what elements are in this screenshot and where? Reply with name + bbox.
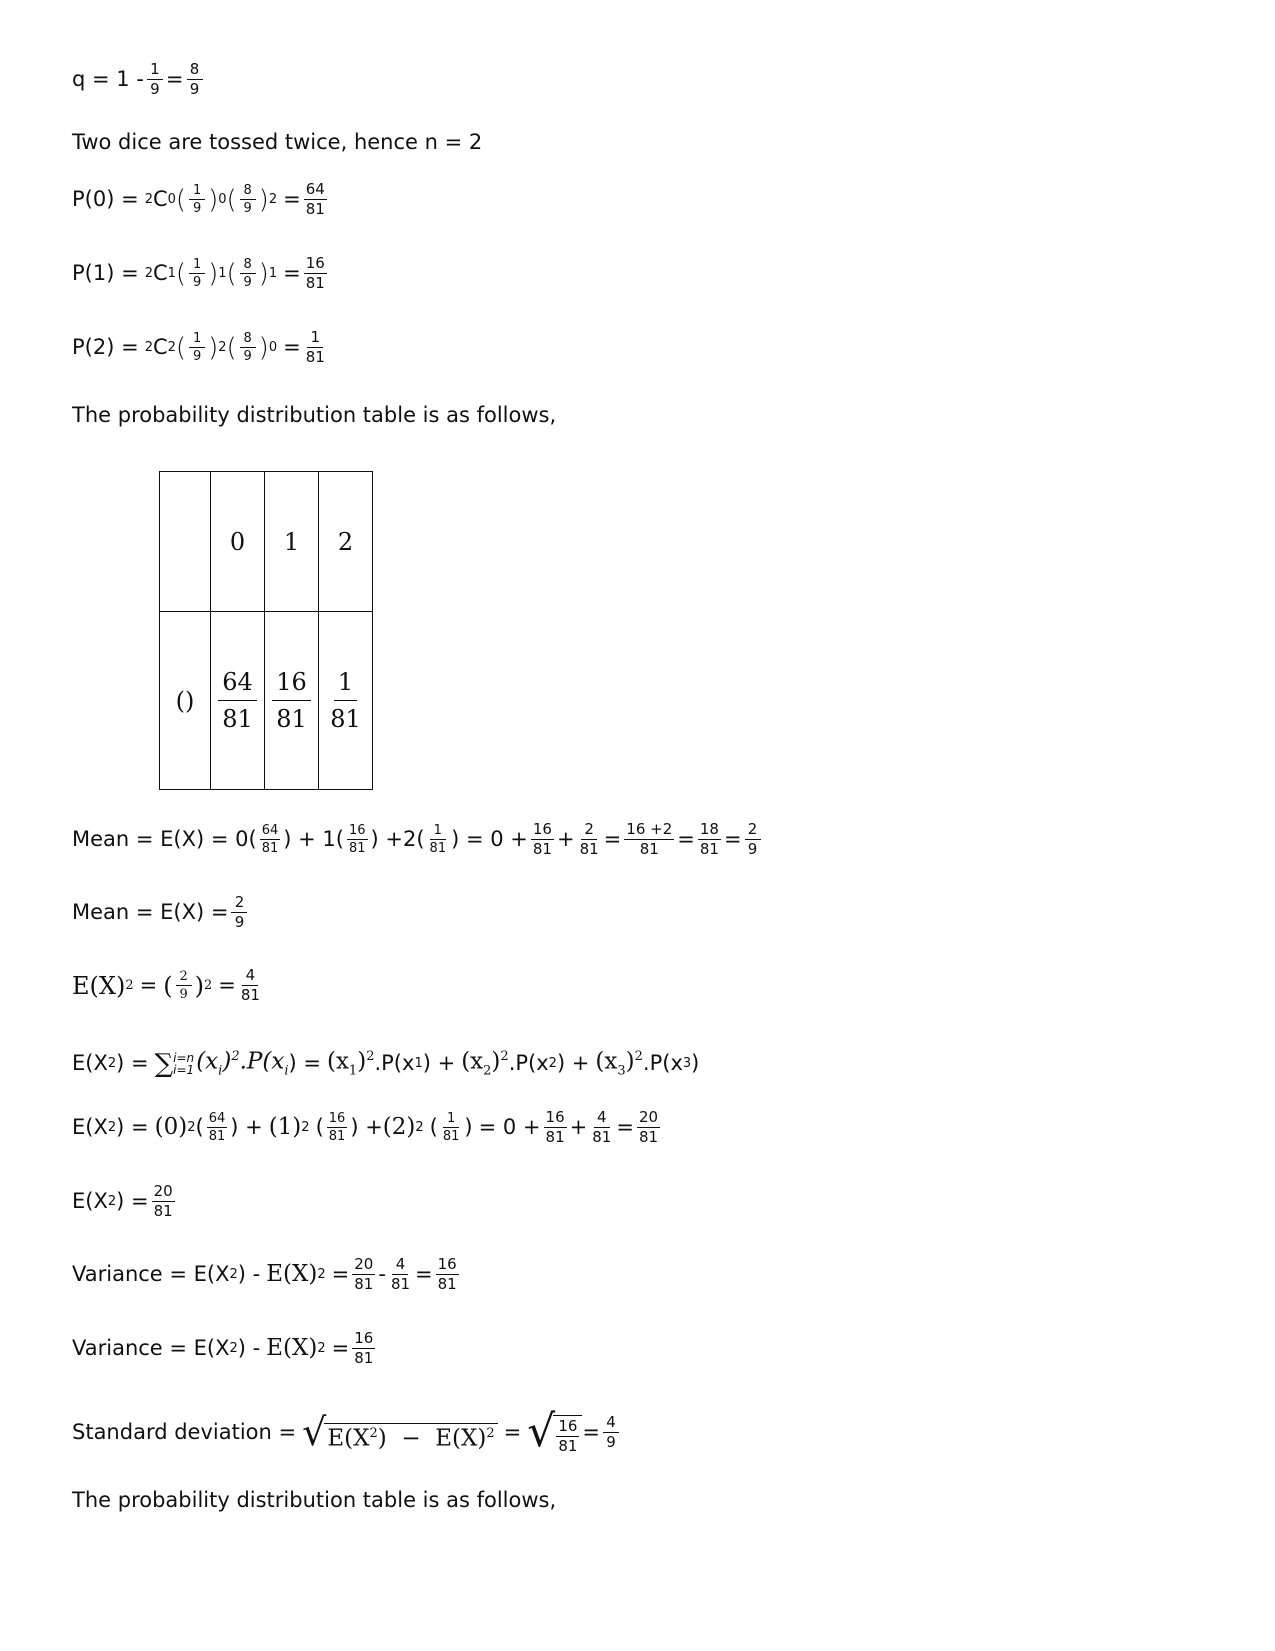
dice-text: Two dice are tossed twice, hence n = 2 [72, 130, 483, 154]
ex2-result: E(X 2 ) = $\frac{20}{81}$ [72, 1182, 173, 1220]
table-cell: () [160, 612, 211, 790]
table-cell: 2 [319, 472, 373, 612]
ex-squared: E(X) 2 = ( $\frac{2}{9}$ ) 2 = $\frac{4}{81}$ [72, 966, 260, 1004]
fraction: $\frac{16}{81}$ [328, 1111, 346, 1144]
fraction: $\frac{2}{9}$ [745, 822, 761, 857]
fraction: $\frac{2}{9}$ [176, 970, 192, 1001]
ex2-calculation: E(X 2 ) = (0) 2 ( $\frac{64}{81}$ ) + (1) 2 ( $\frac{16}{81}$ ) + (2) 2 ( $\frac{1}{81}$ ) = 0 + $\frac{16}{81}$ + $\frac{4}{81}$ = $\frac{20}{81}$ [72, 1108, 659, 1146]
fraction: $\frac{4}{81}$ [390, 1255, 411, 1293]
probability-table [159, 471, 373, 790]
mean-equation: Mean = E(X) = 0( $\frac{64}{81}$ ) + 1( $\frac{16}{81}$ ) +2( $\frac{1}{81}$ ) = 0 + $\frac{16}{81}$ + $\frac{2}{81}$ = $\frac{16 +2}{81}$ = $\frac{18}{81}$ = $\frac{2}{9}$ [72, 822, 764, 857]
p2-equation: P(2) = 2 C 2 ( $\frac{1}{9}$ ) 2 ( $\frac{8}{9}$ ) 0 = $\frac{1}{81}$ [72, 328, 325, 366]
fraction: $\frac{8}{9}$ [240, 184, 256, 215]
fraction: $\frac{20}{81}$ [153, 1182, 173, 1220]
fraction: $\frac{8}{9}$ [240, 258, 256, 289]
sqrt-fraction: √ $\frac{16}{81}$ [527, 1410, 582, 1454]
fraction: $\frac{1}{81}$ [442, 1111, 460, 1144]
fraction: $\frac{64}{81}$ [208, 1111, 226, 1144]
variance-result: Variance = E(X 2 ) - E(X) 2 = $\frac{16}{81}$ [72, 1329, 374, 1367]
fraction: $\frac{64}{81}$ [261, 823, 279, 856]
fraction: $\frac{1}{81}$ [305, 328, 325, 366]
fraction: $\frac{1}{9}$ [189, 332, 205, 363]
q-equation: q = 1 - $\frac{1}{9}$ = $\frac{8}{9}$ [72, 62, 206, 97]
fraction: $\frac{64}{81}$ [305, 180, 325, 218]
fraction: $\frac{16}{81}$ [437, 1255, 457, 1293]
fraction: $\frac{2}{9}$ [231, 895, 247, 930]
fraction: $\frac{8}{9}$ [187, 62, 203, 97]
fraction: $\frac{2}{81}$ [579, 820, 599, 858]
fraction: $\frac{16}{81}$ [558, 1417, 578, 1455]
table-cell: $\frac{1}{81}$ [319, 612, 373, 790]
fraction: $\frac{1}{9}$ [189, 184, 205, 215]
p1-equation: P(1) = 2 C 1 ( $\frac{1}{9}$ ) 1 ( $\frac{8}{9}$ ) 1 = $\frac{16}{81}$ [72, 254, 325, 292]
fraction: $\frac{8}{9}$ [240, 332, 256, 363]
q-lhs: q = 1 - [72, 67, 144, 91]
table-cell: $\frac{16}{81}$ [265, 612, 319, 790]
fraction: $\frac{1}{9}$ [147, 62, 163, 97]
ex2-definition: E(X 2 ) = ∑ i=n i=1 $(x_i)^2.P(x_i$ ) = $(x_1)^2$ .P(x 1 ) + $(x_2)^2$ .P(x 2 ) + $(x_3)^2$ .P(x 3 ) [72, 1048, 700, 1079]
fraction: $\frac{20}{81}$ [354, 1255, 374, 1293]
fraction: $\frac{4}{9}$ [603, 1415, 619, 1450]
variance-equation: Variance = E(X 2 ) - E(X) 2 = $\frac{20}{81}$ - $\frac{4}{81}$ = $\frac{16}{81}$ [72, 1255, 457, 1293]
footer-text: The probability distribution table is as follows, [72, 1488, 557, 1512]
mean-result: Mean = E(X) = $\frac{2}{9}$ [72, 895, 250, 930]
table-row [160, 472, 373, 612]
p0-equation: P(0) = 2 C 0 ( $\frac{1}{9}$ ) 0 ( $\frac{8}{9}$ ) 2 = $\frac{64}{81}$ [72, 180, 325, 218]
fraction: $\frac{20}{81}$ [638, 1108, 659, 1146]
fraction: $\frac{16}{81}$ [305, 254, 325, 292]
fraction: $\frac{4}{81}$ [240, 966, 260, 1004]
fraction: $\frac{16}{81}$ [545, 1108, 565, 1146]
table-cell [160, 472, 211, 612]
fraction: $\frac{16 +2}{81}$ [626, 820, 673, 858]
table-cell: 1 [265, 472, 319, 612]
sqrt-expression: √ $E(X^2) - E(X)^2$ [302, 1413, 498, 1451]
table-row [160, 612, 373, 790]
fraction: $\frac{1}{9}$ [189, 258, 205, 289]
fraction: $\frac{16}{81}$ [532, 820, 552, 858]
fraction: $\frac{16}{81}$ [348, 823, 366, 856]
fraction: $\frac{1}{81}$ [429, 823, 447, 856]
standard-deviation: Standard deviation = √ $E(X^2) - E(X)^2$ = √ $\frac{16}{81}$ = $\frac{4}{9}$ [72, 1410, 622, 1454]
fraction: $\frac{18}{81}$ [699, 820, 719, 858]
table-cell: 0 [211, 472, 265, 612]
fraction: $\frac{16}{81}$ [354, 1329, 374, 1367]
table-intro: The probability distribution table is as follows, [72, 403, 557, 427]
table-cell: $\frac{64}{81}$ [211, 612, 265, 790]
fraction: $\frac{4}{81}$ [592, 1108, 612, 1146]
